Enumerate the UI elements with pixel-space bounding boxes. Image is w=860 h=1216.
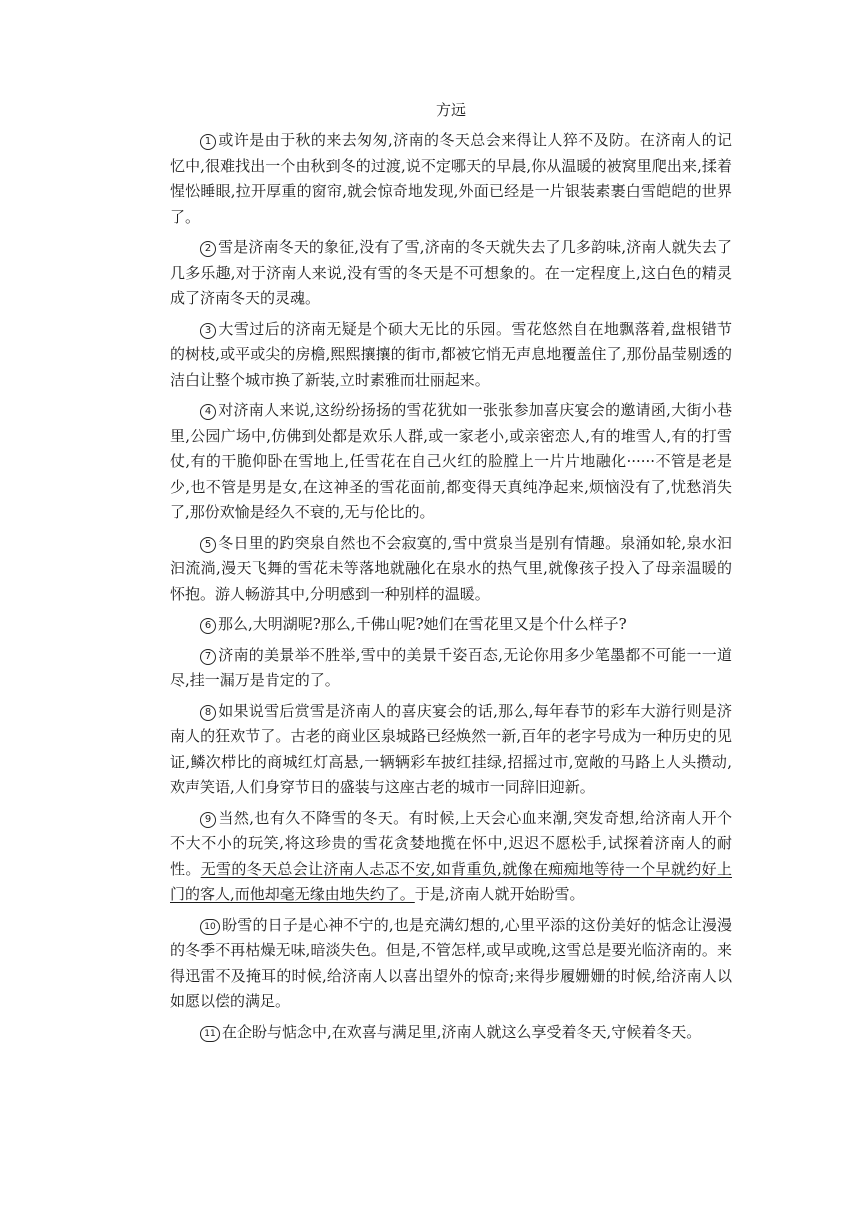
paragraph-3 xyxy=(170,317,732,394)
paragraph-number: 11 xyxy=(200,1026,220,1042)
paragraph-number: 4 xyxy=(200,404,216,420)
paragraph-number: 10 xyxy=(200,919,220,935)
paragraph-text: 大雪过后的济南无疑是个硕大无比的乐园。雪花悠然自在地飘落着,盘根错节的树枝,或平或尖的房檐,熙熙攘攘的街市,都被它悄无声息地覆盖住了,那份晶莹剔透的洁白让整个城市换了新装,立时素雅而壮丽起来。 xyxy=(170,319,732,389)
paragraph-number: 8 xyxy=(200,705,216,721)
paragraph-10 xyxy=(170,913,732,1015)
paragraph-text: 或许是由于秋的来去匆匆,济南的冬天总会来得让人猝不及防。在济南人的记忆中,很难找出一个由秋到冬的过渡,说不定哪天的早晨,你从温暖的被窝里爬出来,揉着惺忪睡眼,拉开厚重的窗帘,就会惊奇地发现,外面已经是一片银装素裹白雪皑皑的世界了。 xyxy=(170,131,732,226)
author-name: 方远 xyxy=(435,101,466,119)
paragraph-5 xyxy=(170,531,732,608)
paragraph-text: 那么,大明湖呢?那么,千佛山呢?她们在雪花里又是个什么样子? xyxy=(218,615,627,633)
paragraph-text: 盼雪的日子是心神不宁的,也是充满幻想的,心里平添的这份美好的惦念让漫漫的冬季不再枯燥无味,暗淡失色。但是,不管怎样,或早或晚,这雪总是要光临济南的。来得迅雷不及掩耳的时候,给济南人以喜出望外的惊奇;来得步履姗姗的时候,给济南人以如愿以偿的满足。 xyxy=(170,915,732,1010)
paragraph-number: 2 xyxy=(200,241,216,257)
paragraph-11 xyxy=(170,1020,732,1046)
paragraph-number: 6 xyxy=(200,618,216,634)
paragraph-number: 5 xyxy=(200,537,216,553)
paragraph-number: 7 xyxy=(200,649,216,665)
paragraph-number: 3 xyxy=(200,323,216,339)
paragraph-text: 雪是济南冬天的象征,没有了雪,济南的冬天就失去了几多韵味,济南人就失去了几多乐趣,对于济南人来说,没有雪的冬天是不可想象的。在一定程度上,这白色的精灵成了济南冬天的灵魂。 xyxy=(170,238,732,307)
paragraph-text: 对济南人来说,这纷纷扬扬的雪花犹如一张张参加喜庆宴会的邀请函,大街小巷里,公园广场中,仿佛到处都是欢乐人群,或一家老小,或亲密恋人,有的堆雪人,有的打雪仗,有的干脆仰卧在雪地上,任雪花在自己火红的脸膛上一片片地融化······不管是老是少,也不管是男是女,在这神圣的雪花面前,都变得天真纯净起来,烦恼没有了,忧愁消失了,那份欢愉是经久不衰的,无与伦比的。 xyxy=(170,401,732,521)
paragraph-number: 1 xyxy=(200,134,216,150)
paragraph-8 xyxy=(170,699,732,801)
paragraph-4 xyxy=(170,398,732,526)
paragraph-text: 济南的美景举不胜举,雪中的美景千姿百态,无论你用多少笔墨都不可能一一道尽,挂一漏万是肯定的了。 xyxy=(170,645,732,689)
paragraph-text: 冬日里的趵突泉自然也不会寂寞的,雪中赏泉当是别有情趣。泉涌如轮,泉水汩汩流淌,漫天飞舞的雪花未等落地就融化在泉水的热气里,就像孩子投入了母亲温暖的怀抱。游人畅游其中,分明感到一种别样的温暖。 xyxy=(170,533,732,603)
paragraph-6 xyxy=(170,612,732,638)
paragraph-7 xyxy=(170,643,732,694)
paragraph-1 xyxy=(170,128,732,230)
paragraph-9 xyxy=(170,806,732,908)
paragraph-2 xyxy=(170,235,732,312)
underlined-sentence: 无雪的冬天总会让济南人忐忑不安,如背重负,就像在痴痴地等待一个早就约好上门的客人,而他却毫无缘由地失约了。 xyxy=(170,859,732,903)
paragraph-text: 在企盼与惦念中,在欢喜与满足里,济南人就这么享受着冬天,守候着冬天。 xyxy=(222,1022,702,1041)
paragraph-number: 9 xyxy=(200,812,216,828)
article xyxy=(170,98,732,1050)
paragraph-text-after: 于是,济南人就开始盼雪。 xyxy=(414,885,585,903)
paragraph-text: 当然,也有久不降雪的冬天。有时候,上天会心血来潮,突发奇想,给济南人开个不大不小的玩笑,将这珍贵的雪花贪婪地揽在怀中,迟迟不愿松手,试探着济南人的耐性。 xyxy=(170,808,732,878)
paragraph-text: 如果说雪后赏雪是济南人的喜庆宴会的话,那么,每年春节的彩车大游行则是济南人的狂欢节了。古老的商业区泉城路已经焕然一新,百年的老字号成为一种历史的见证,鳞次栉比的商城红灯高悬,一辆辆彩车披红挂绿,招摇过市,宽敞的马路上人头攒动,欢声笑语,人们身穿节日的盛装与这座古老的城市一同辞旧迎新。 xyxy=(170,701,732,796)
